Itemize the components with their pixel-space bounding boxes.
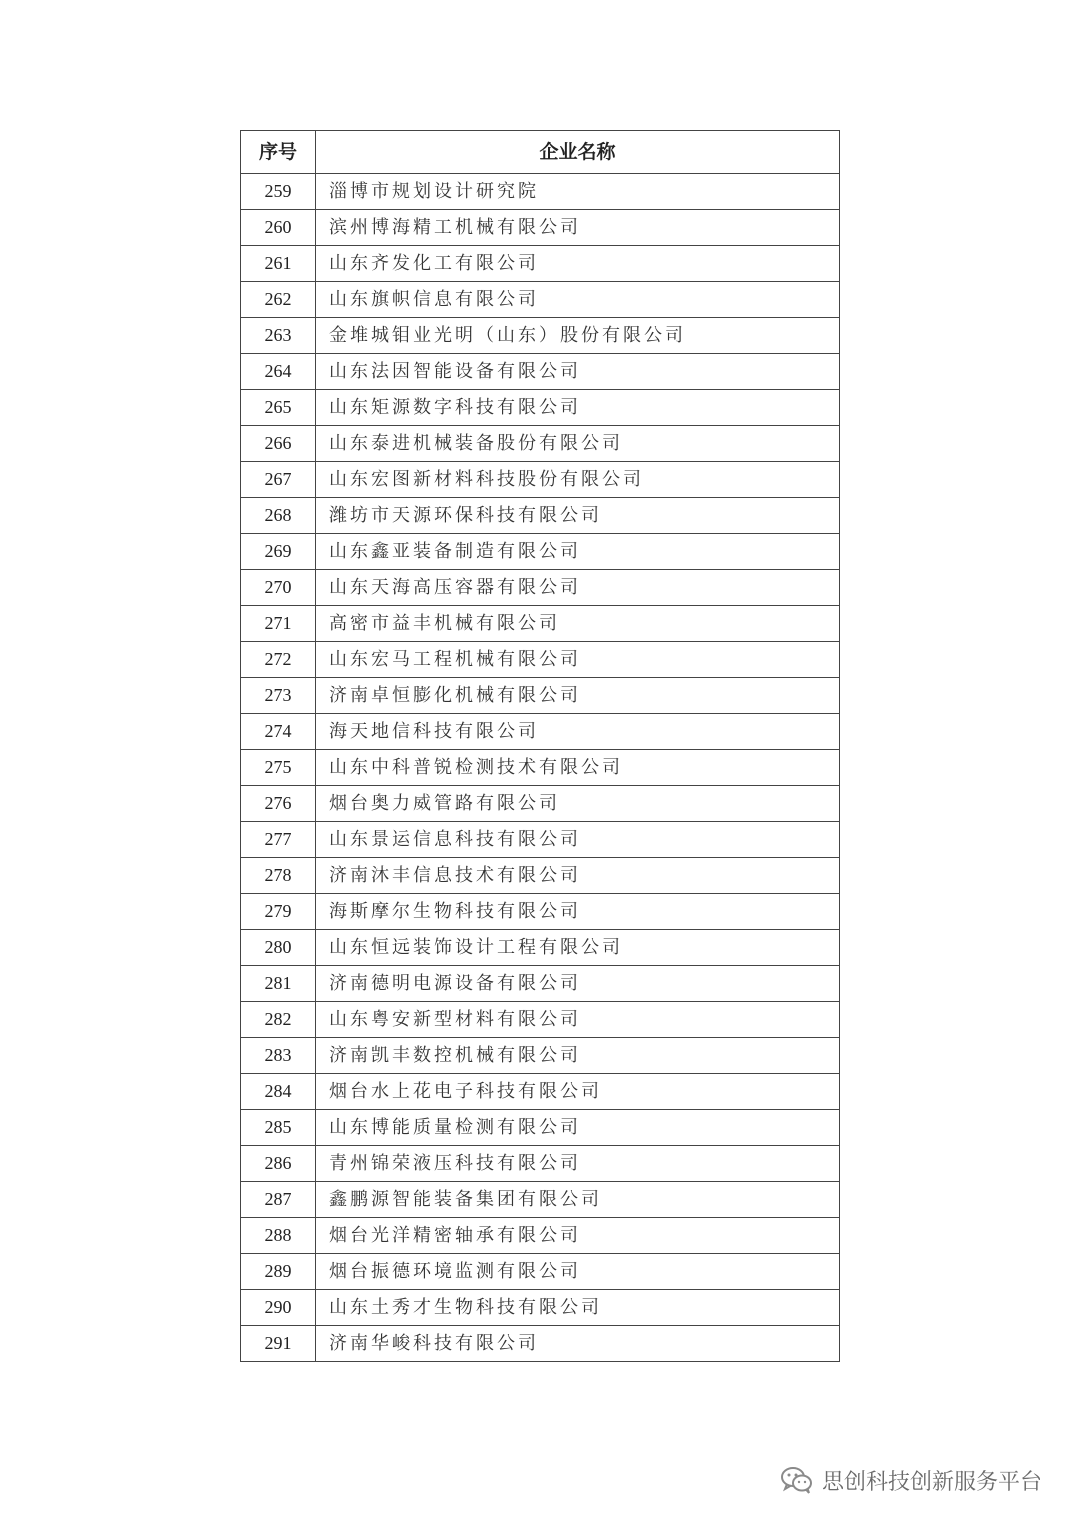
row-serial-number: 267 [241,462,316,498]
row-enterprise-name: 海天地信科技有限公司 [316,714,840,750]
table-row [241,1254,840,1290]
row-enterprise-name: 济南卓恒膨化机械有限公司 [316,678,840,714]
row-serial-number: 278 [241,858,316,894]
table-row [241,930,840,966]
table-row [241,858,840,894]
table-row [241,210,840,246]
table-row [241,354,840,390]
row-serial-number: 286 [241,1146,316,1182]
table-row [241,750,840,786]
row-enterprise-name: 山东粤安新型材料有限公司 [316,1002,840,1038]
table-row [241,1110,840,1146]
table-row [241,1002,840,1038]
enterprise-table [240,130,840,1362]
table-row [241,1290,840,1326]
table-row [241,174,840,210]
table-row [241,1146,840,1182]
table-row [241,282,840,318]
wechat-icon [780,1465,814,1495]
row-serial-number: 266 [241,426,316,462]
row-enterprise-name: 山东法因智能设备有限公司 [316,354,840,390]
table-row [241,678,840,714]
row-serial-number: 270 [241,570,316,606]
header-enterprise-name: 企业名称 [316,131,840,174]
row-serial-number: 272 [241,642,316,678]
row-serial-number: 273 [241,678,316,714]
row-serial-number: 263 [241,318,316,354]
row-enterprise-name: 潍坊市天源环保科技有限公司 [316,498,840,534]
row-enterprise-name: 烟台奥力威管路有限公司 [316,786,840,822]
table-row [241,786,840,822]
row-serial-number: 271 [241,606,316,642]
table-row [241,606,840,642]
row-serial-number: 285 [241,1110,316,1146]
row-serial-number: 277 [241,822,316,858]
row-serial-number: 261 [241,246,316,282]
row-enterprise-name: 山东泰进机械装备股份有限公司 [316,426,840,462]
row-enterprise-name: 海斯摩尔生物科技有限公司 [316,894,840,930]
row-enterprise-name: 山东中科普锐检测技术有限公司 [316,750,840,786]
row-serial-number: 283 [241,1038,316,1074]
watermark-text: 思创科技创新服务平台 [821,1469,1042,1495]
row-serial-number: 260 [241,210,316,246]
table-row [241,1218,840,1254]
row-enterprise-name: 青州锦荣液压科技有限公司 [316,1146,840,1182]
row-serial-number: 268 [241,498,316,534]
table-row [241,426,840,462]
table-row [241,822,840,858]
table-row [241,534,840,570]
row-serial-number: 274 [241,714,316,750]
row-enterprise-name: 烟台水上花电子科技有限公司 [316,1074,840,1110]
row-enterprise-name: 济南华峻科技有限公司 [316,1326,840,1362]
row-enterprise-name: 济南德明电源设备有限公司 [316,966,840,1002]
row-enterprise-name: 济南沐丰信息技术有限公司 [316,858,840,894]
row-serial-number: 276 [241,786,316,822]
row-serial-number: 281 [241,966,316,1002]
table-header-row [241,131,840,174]
row-serial-number: 264 [241,354,316,390]
row-enterprise-name: 山东矩源数字科技有限公司 [316,390,840,426]
row-enterprise-name: 山东土秀才生物科技有限公司 [316,1290,840,1326]
table-row [241,1326,840,1362]
table-row [241,570,840,606]
table-row [241,318,840,354]
row-enterprise-name: 山东齐发化工有限公司 [316,246,840,282]
table-row [241,966,840,1002]
table-row [241,246,840,282]
row-serial-number: 291 [241,1326,316,1362]
row-enterprise-name: 烟台光洋精密轴承有限公司 [316,1218,840,1254]
table-row [241,462,840,498]
row-enterprise-name: 济南凯丰数控机械有限公司 [316,1038,840,1074]
row-enterprise-name: 滨州博海精工机械有限公司 [316,210,840,246]
row-enterprise-name: 金堆城钼业光明（山东）股份有限公司 [316,318,840,354]
row-enterprise-name: 淄博市规划设计研究院 [316,174,840,210]
row-serial-number: 288 [241,1218,316,1254]
row-enterprise-name: 山东恒远装饰设计工程有限公司 [316,930,840,966]
header-serial-number: 序号 [241,131,316,174]
row-serial-number: 275 [241,750,316,786]
table-row [241,1182,840,1218]
watermark [780,1462,1042,1498]
row-serial-number: 287 [241,1182,316,1218]
table-row [241,894,840,930]
table-row [241,642,840,678]
row-serial-number: 284 [241,1074,316,1110]
row-enterprise-name: 烟台振德环境监测有限公司 [316,1254,840,1290]
row-serial-number: 269 [241,534,316,570]
row-enterprise-name: 山东旗帜信息有限公司 [316,282,840,318]
table-row [241,390,840,426]
row-enterprise-name: 山东博能质量检测有限公司 [316,1110,840,1146]
row-serial-number: 282 [241,1002,316,1038]
table-row [241,1038,840,1074]
row-serial-number: 290 [241,1290,316,1326]
row-enterprise-name: 山东宏图新材料科技股份有限公司 [316,462,840,498]
row-enterprise-name: 山东鑫亚装备制造有限公司 [316,534,840,570]
row-enterprise-name: 山东天海高压容器有限公司 [316,570,840,606]
row-serial-number: 265 [241,390,316,426]
row-serial-number: 289 [241,1254,316,1290]
row-enterprise-name: 鑫鹏源智能装备集团有限公司 [316,1182,840,1218]
row-serial-number: 262 [241,282,316,318]
row-serial-number: 259 [241,174,316,210]
table-row [241,1074,840,1110]
table-row [241,714,840,750]
row-enterprise-name: 山东景运信息科技有限公司 [316,822,840,858]
row-serial-number: 279 [241,894,316,930]
row-serial-number: 280 [241,930,316,966]
table-row [241,498,840,534]
row-enterprise-name: 山东宏马工程机械有限公司 [316,642,840,678]
row-enterprise-name: 高密市益丰机械有限公司 [316,606,840,642]
